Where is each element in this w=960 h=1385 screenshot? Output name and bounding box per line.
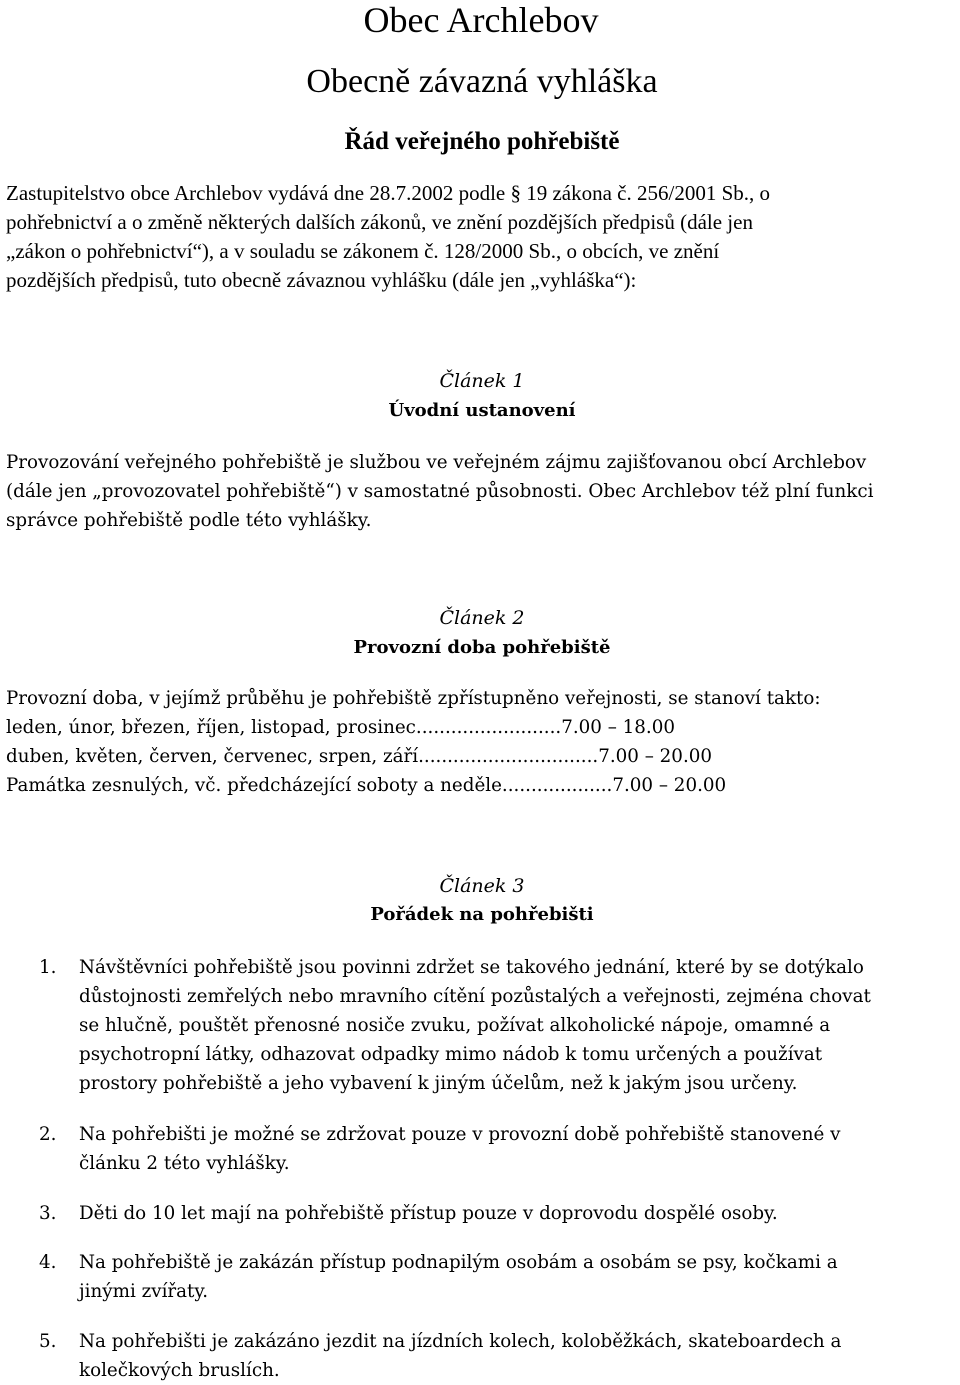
municipality-title: Obec Archlebov bbox=[363, 0, 599, 40]
rule-line: Na pohřebišti je možné se zdržovat pouze v provozní době pohřebiště stanovené v bbox=[79, 1124, 841, 1145]
rule-line: kolečkových bruslích. bbox=[79, 1360, 280, 1381]
rule-line: důstojnosti zemřelých nebo mravního cítění pozůstalých a veřejnosti, zejména chovat bbox=[79, 986, 871, 1007]
article-2-number: Článek 2 bbox=[439, 607, 525, 629]
rule-text bbox=[79, 953, 960, 1098]
article-3-title: Pořádek na pohřebišti bbox=[370, 904, 594, 925]
rule-line: Děti do 10 let mají na pohřebiště přístup pouze v doprovodu dospělé osoby. bbox=[79, 1203, 778, 1224]
opening-hours-all-souls: Památka zesnulých, vč. předcházející soboty a neděle...................7.00 – 20.00 bbox=[6, 775, 727, 796]
rule-line: psychotropní látky, odhazovat odpadky mimo nádob k tomu určených a používat bbox=[79, 1044, 823, 1065]
rule-line: Na pohřebiště je zakázán přístup podnapilým osobám a osobám se psy, kočkami a bbox=[79, 1252, 838, 1273]
opening-hours-intro: Provozní doba, v jejímž průběhu je pohřebiště zpřístupněno veřejnosti, se stanoví takto: bbox=[6, 688, 821, 709]
document-type-title: Obecně závazná vyhláška bbox=[306, 63, 658, 100]
article-2-title: Provozní doba pohřebiště bbox=[353, 637, 611, 658]
intro-paragraph bbox=[6, 179, 960, 295]
opening-hours-summer: duben, květen, červen, červenec, srpen, září...............................7.00 – 20.00 bbox=[6, 746, 713, 767]
rule-text bbox=[79, 1327, 960, 1385]
rule-text bbox=[79, 1248, 960, 1306]
article-1-line: správce pohřebiště podle této vyhlášky. bbox=[6, 510, 372, 531]
article-1-number: Článek 1 bbox=[439, 370, 525, 392]
rule-line: Návštěvníci pohřebiště jsou povinni zdržet se takového jednání, které by se dotýkalo bbox=[79, 957, 864, 978]
rule-number: 5. bbox=[39, 1331, 57, 1352]
rule-line: se hlučně, pouštět přenosné nosiče zvuku, požívat alkoholické nápoje, omamné a bbox=[79, 1015, 831, 1036]
rule-line: jinými zvířaty. bbox=[79, 1281, 209, 1302]
regulation-heading: Řád veřejného pohřebiště bbox=[344, 128, 620, 155]
rule-number: 2. bbox=[39, 1124, 57, 1145]
rule-text bbox=[79, 1120, 960, 1178]
article-1-line: Provozování veřejného pohřebiště je službou ve veřejném zájmu zajišťovanou obcí Archlebov bbox=[6, 452, 867, 473]
rule-number: 4. bbox=[39, 1252, 57, 1273]
rule-line: Na pohřebišti je zakázáno jezdit na jízdních kolech, koloběžkách, skateboardech a bbox=[79, 1331, 842, 1352]
article-1-title: Úvodní ustanovení bbox=[388, 400, 576, 421]
intro-line: pohřebnictví a o změně některých dalších zákonů, ve znění pozdějších předpisů (dále jen bbox=[6, 210, 753, 234]
article-1-paragraph bbox=[6, 448, 960, 535]
rule-text bbox=[79, 1199, 960, 1228]
rule-line: prostory pohřebiště a jeho vybavení k jiným účelům, než k jakým jsou určeny. bbox=[79, 1073, 798, 1094]
rule-number: 3. bbox=[39, 1203, 57, 1224]
rule-line: článku 2 této vyhlášky. bbox=[79, 1153, 290, 1174]
article-3-number: Článek 3 bbox=[439, 875, 525, 897]
article-2-paragraph bbox=[6, 684, 960, 800]
article-1-line: (dále jen „provozovatel pohřebiště“) v samostatné působnosti. Obec Archlebov též plní funkci bbox=[6, 481, 874, 502]
rule-number: 1. bbox=[39, 957, 57, 978]
intro-line: pozdějších předpisů, tuto obecně závaznou vyhlášku (dále jen „vyhláška“): bbox=[6, 268, 637, 292]
opening-hours-winter: leden, únor, březen, říjen, listopad, prosinec.........................7.00 – 18.00 bbox=[6, 717, 676, 738]
intro-line: Zastupitelstvo obce Archlebov vydává dne 28.7.2002 podle § 19 zákona č. 256/2001 Sb., o bbox=[6, 181, 771, 205]
intro-line: „zákon o pohřebnictví“), a v souladu se zákonem č. 128/2000 Sb., o obcích, ve znění bbox=[6, 239, 720, 263]
